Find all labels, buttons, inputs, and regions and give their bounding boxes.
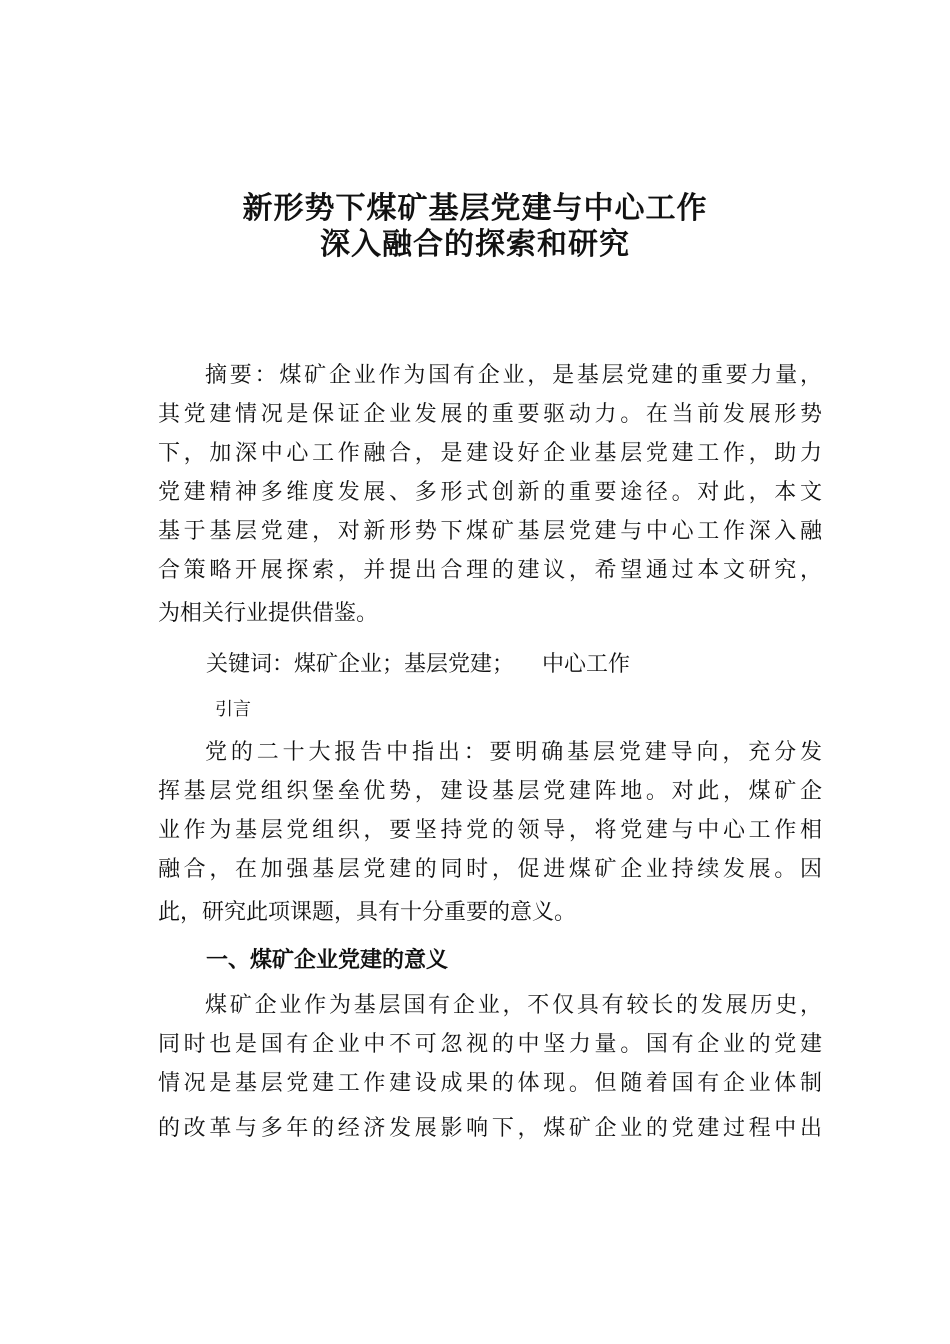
abstract-line: 合策略开展探索，并提出合理的建议，希望通过本文研究， xyxy=(158,558,822,583)
section-heading: 一、煤矿企业党建的意义 xyxy=(206,948,449,973)
section1-line: 煤矿企业作为基层国有企业，不仅具有较长的发展历史， xyxy=(205,993,822,1018)
intro-line: 融合，在加强基层党建的同时，促进煤矿企业持续发展。因 xyxy=(158,857,822,882)
intro-line: 此，研究此项课题，具有十分重要的意义。 xyxy=(158,900,577,925)
abstract-line: 党建精神多维度发展、多形式创新的重要途径。对此，本文 xyxy=(158,480,822,505)
document-title-line-2: 深入融合的探索和研究 xyxy=(320,227,630,262)
document-title-line-1: 新形势下煤矿基层党建与中心工作 xyxy=(242,191,708,226)
intro-paragraph xyxy=(158,733,822,932)
section1-line: 的改革与多年的经济发展影响下，煤矿企业的党建过程中出 xyxy=(158,1116,822,1141)
intro-line: 业作为基层党组织，要坚持党的领导，将党建与中心工作相 xyxy=(158,818,822,843)
abstract-line: 摘要：煤矿企业作为国有企业，是基层党建的重要力量， xyxy=(205,363,822,388)
keywords-line: 关键词：煤矿企业；基层党建； 中心工作 xyxy=(206,652,630,677)
abstract-line: 下，加深中心工作融合，是建设好企业基层党建工作，助力 xyxy=(158,441,822,466)
abstract-line: 其党建情况是保证企业发展的重要驱动力。在当前发展形势 xyxy=(158,402,822,427)
intro-line: 党的二十大报告中指出：要明确基层党建导向，充分发 xyxy=(205,740,822,765)
abstract-line: 为相关行业提供借鉴。 xyxy=(158,601,379,626)
section1-line: 情况是基层党建工作建设成果的体现。但随着国有企业体制 xyxy=(158,1071,822,1096)
intro-label: 引言 xyxy=(215,699,251,720)
section1-paragraph xyxy=(158,986,822,1148)
intro-line: 挥基层党组织堡垒优势，建设基层党建阵地。对此，煤矿企 xyxy=(158,779,822,804)
section1-line: 同时也是国有企业中不可忽视的中坚力量。国有企业的党建 xyxy=(158,1032,822,1057)
abstract-line: 基于基层党建，对新形势下煤矿基层党建与中心工作深入融 xyxy=(158,519,822,544)
abstract-paragraph xyxy=(158,356,822,633)
